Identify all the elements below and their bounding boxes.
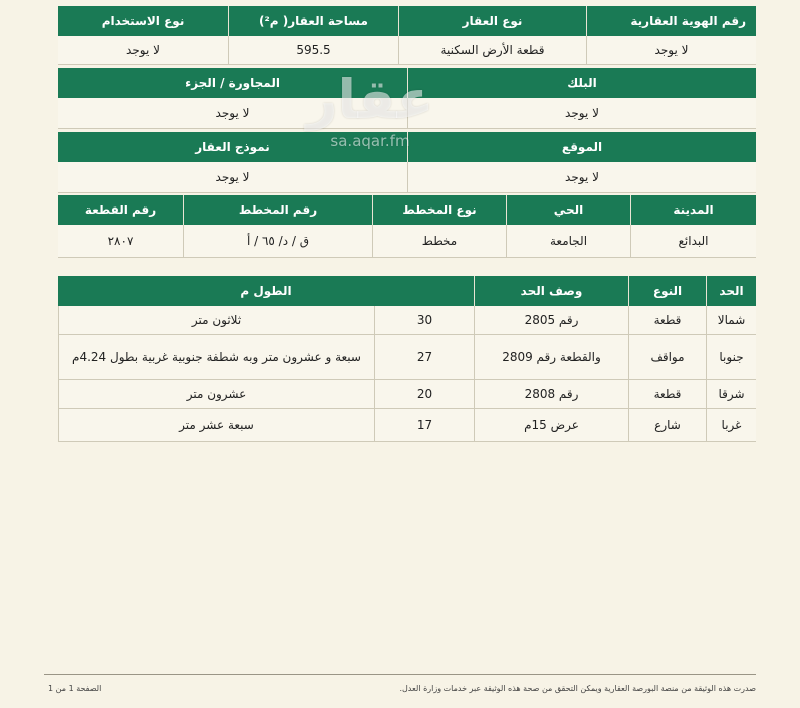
- property-type-value: قطعة الأرض السكنية: [398, 36, 586, 64]
- property-header-row: [58, 6, 756, 36]
- plan-number-value: ق / د/ ٦٥ / أ: [183, 225, 372, 257]
- bound-description: رقم 2805: [474, 306, 628, 334]
- bound-side: غربا: [706, 409, 756, 441]
- block-value: لا يوجد: [407, 98, 756, 128]
- property-id-header: رقم الهوية العقارية: [586, 6, 756, 36]
- aqar-logo: عقار: [306, 68, 434, 131]
- bounds-row: [58, 335, 756, 380]
- district-header: الحي: [506, 195, 630, 225]
- bounds-row: [58, 306, 756, 335]
- plan-number-header: رقم المخطط: [183, 195, 372, 225]
- plan-type-header: نوع المخطط: [372, 195, 506, 225]
- block-header: البلك: [407, 68, 756, 98]
- bound-length-text: عشرون متر: [58, 380, 374, 408]
- property-model-value: لا يوجد: [215, 170, 250, 184]
- bound-side: شمالا: [706, 306, 756, 334]
- plan-section: [58, 195, 756, 258]
- bound-description: عرض 15م: [474, 409, 628, 441]
- bound-length-text: سبعة عشر متر: [58, 409, 374, 441]
- bound-length-number: 20: [374, 380, 474, 408]
- bound-type: مواقف: [628, 335, 706, 379]
- type-header: النوع: [628, 276, 706, 306]
- bound-side: شرقا: [706, 380, 756, 408]
- description-header: وصف الحد: [474, 276, 628, 306]
- property-type-header: نوع العقار: [398, 6, 586, 36]
- bounds-body: [58, 306, 756, 442]
- bound-type: شارع: [628, 409, 706, 441]
- side-header: الحد: [706, 276, 756, 306]
- city-value: البدائع: [630, 225, 756, 257]
- neighborhood-part-value: لا يوجد: [215, 106, 250, 120]
- bound-length-text: سبعة و عشرون متر وبه شطفة جنوبية غربية بطول 4.24م: [58, 335, 374, 379]
- page-number: الصفحة 1 من 1: [48, 684, 102, 693]
- property-info-section: [58, 6, 756, 65]
- aqar-watermark: [300, 70, 440, 150]
- usage-type-header: نوع الاستخدام: [101, 14, 185, 28]
- plan-type-value: مخطط: [372, 225, 506, 257]
- location-value: لا يوجد: [407, 162, 756, 192]
- plot-number-value: ٢٨٠٧: [107, 234, 134, 248]
- property-area-header: مساحة العقار( م²): [228, 6, 398, 36]
- length-header: الطول م: [240, 284, 292, 298]
- bound-length-text: ثلاثون متر: [58, 306, 374, 334]
- bound-side: جنوبا: [706, 335, 756, 379]
- plan-value-row: [58, 225, 756, 258]
- location-header: الموقع: [407, 132, 756, 162]
- aqar-url: sa.aqar.fm: [330, 132, 410, 150]
- usage-type-value: لا يوجد: [126, 43, 160, 57]
- bound-type: قطعة: [628, 380, 706, 408]
- bounds-header-row: [58, 276, 756, 306]
- district-value: الجامعة: [506, 225, 630, 257]
- bound-length-number: 17: [374, 409, 474, 441]
- footer-notice: صدرت هذه الوثيقة من منصة البورصة العقارية ويمكن التحقق من صحة هذه الوثيقة عبر خدمات وزارة العدل.: [399, 684, 756, 693]
- bound-description: رقم 2808: [474, 380, 628, 408]
- bound-type: قطعة: [628, 306, 706, 334]
- bound-length-number: 30: [374, 306, 474, 334]
- location-value-row: [58, 162, 756, 193]
- bound-description: والقطعة رقم 2809: [474, 335, 628, 379]
- neighborhood-part-header: المجاورة / الجزء: [185, 76, 280, 90]
- property-model-header: نموذج العقار: [195, 140, 270, 154]
- property-area-value: 595.5: [228, 36, 398, 64]
- property-value-row: [58, 36, 756, 65]
- bounds-table: [58, 276, 756, 442]
- city-header: المدينة: [630, 195, 756, 225]
- bounds-row: [58, 409, 756, 442]
- property-id-value: لا يوجد: [586, 36, 756, 64]
- bound-length-number: 27: [374, 335, 474, 379]
- plot-number-header: رقم القطعة: [84, 203, 157, 217]
- plan-header-row: [58, 195, 756, 225]
- footer-divider: [44, 674, 756, 675]
- bounds-row: [58, 380, 756, 409]
